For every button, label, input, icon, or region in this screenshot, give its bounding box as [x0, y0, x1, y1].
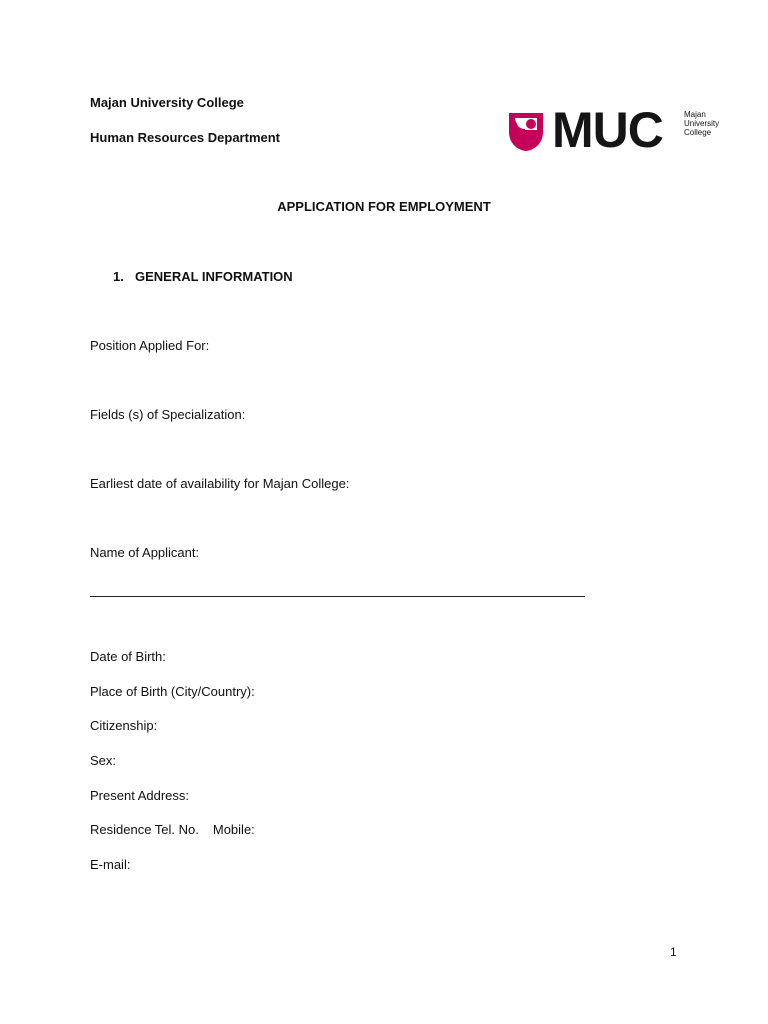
- form-title: APPLICATION FOR EMPLOYMENT: [277, 199, 491, 214]
- organization-name: Majan University College: [90, 95, 244, 110]
- telephone-row: [90, 822, 255, 838]
- section-heading: [113, 269, 293, 285]
- earliest-availability-label: Earliest date of availability for Majan College:: [90, 476, 350, 491]
- section-title: GENERAL INFORMATION: [135, 269, 293, 284]
- logo-subtext-line: College: [684, 128, 712, 137]
- department-name: Human Resources Department: [90, 130, 280, 145]
- email-label: E-mail:: [90, 857, 131, 872]
- specialization-label: Fields (s) of Specialization:: [90, 407, 246, 422]
- present-address-label: Present Address:: [90, 788, 189, 803]
- logo-subtext: [684, 110, 719, 137]
- logo-subtext-line: University: [684, 119, 720, 128]
- citizenship-label: Citizenship:: [90, 718, 158, 733]
- muc-logo: [508, 102, 723, 158]
- residence-tel-label: Residence Tel. No.: [90, 822, 199, 837]
- sex-label: Sex:: [90, 753, 117, 768]
- shield-emblem-icon: [508, 112, 544, 152]
- date-of-birth-label: Date of Birth:: [90, 649, 166, 664]
- applicant-name-label: Name of Applicant:: [90, 545, 200, 560]
- applicant-name-line[interactable]: [90, 596, 585, 597]
- section-number: 1.: [113, 269, 124, 284]
- mobile-label: Mobile:: [212, 822, 255, 837]
- position-applied-label: Position Applied For:: [90, 338, 210, 353]
- logo-wordmark: MUC: [552, 102, 663, 158]
- place-of-birth-label: Place of Birth (City/Country):: [90, 684, 255, 699]
- logo-subtext-line: Majan: [684, 110, 706, 119]
- page-number: 1: [670, 945, 677, 959]
